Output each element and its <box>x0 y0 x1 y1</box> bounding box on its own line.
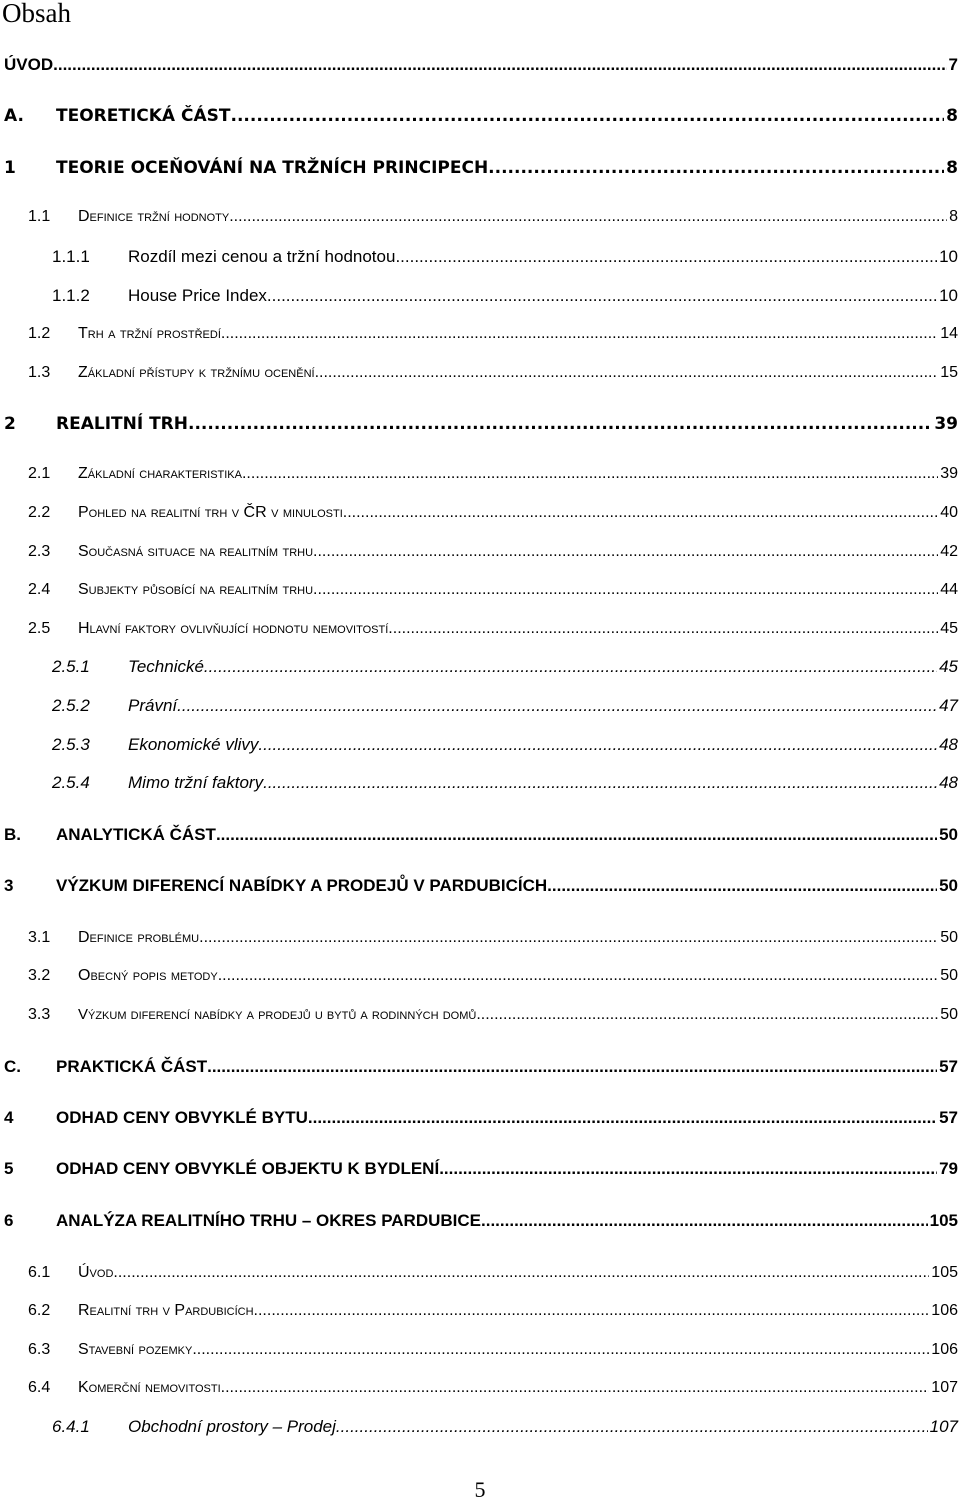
toc-entry-1-1-2[interactable] <box>0 284 958 308</box>
toc-leader-dots <box>204 655 937 679</box>
toc-entry-title: ANALYTICKÁ ČÁST <box>56 825 216 844</box>
toc-entry-2-1[interactable] <box>0 462 958 486</box>
toc-entry-page: 8 <box>946 106 958 126</box>
toc-entry-page: 50 <box>940 1006 958 1023</box>
toc-entry-2-5-2[interactable] <box>0 694 958 718</box>
toc-entry-title: Současná situace na realitním trhu <box>78 543 314 560</box>
footer-page-number: 5 <box>474 1477 486 1502</box>
toc-entry-2-2[interactable] <box>0 501 958 525</box>
toc-entry-6-4[interactable] <box>0 1376 958 1400</box>
toc-entry-title: Základní přístupy k tržnímu ocenění <box>78 364 315 381</box>
toc-entry-page: 50 <box>940 967 958 984</box>
toc-entry-1-2[interactable] <box>0 322 958 346</box>
toc-entry-3-1[interactable] <box>0 926 958 950</box>
toc-entry-page: 50 <box>939 876 958 895</box>
toc-entry-1-1-1[interactable] <box>0 245 958 269</box>
toc-entry-chapter-4[interactable] <box>0 1106 958 1130</box>
toc-entry-page: 15 <box>940 364 958 381</box>
toc-entry-title: Obecný popis metody <box>78 967 218 984</box>
toc-entry-title: Pohled na realitní trh v ČR v minulosti <box>78 504 343 521</box>
toc-entry-number: 6.2 <box>28 1302 51 1319</box>
toc-entry-chapter-6[interactable] <box>0 1209 958 1233</box>
toc-leader-dots <box>254 1299 930 1323</box>
toc-entry-title: Definice problému <box>78 929 200 946</box>
toc-entry-number: 1.1 <box>28 208 51 225</box>
toc-leader-dots <box>343 501 938 525</box>
toc-entry-page: 105 <box>931 1264 958 1281</box>
toc-leader-dots <box>263 771 937 795</box>
toc-entry-2-5-1[interactable] <box>0 655 958 679</box>
toc-entry-2-3[interactable] <box>0 540 958 564</box>
toc-entry-title: TEORETICKÁ ČÁST <box>56 106 231 126</box>
toc-leader-dots <box>192 1338 929 1362</box>
toc-entry-page: 7 <box>948 55 958 74</box>
toc-leader-dots <box>221 1376 930 1400</box>
toc-entry-number: A. <box>4 106 24 126</box>
toc-leader-dots <box>188 412 932 436</box>
toc-leader-dots <box>481 1209 928 1233</box>
toc-entry-2-5[interactable] <box>0 617 958 641</box>
toc-entry-number: 2.4 <box>28 581 51 598</box>
toc-entry-2-5-4[interactable] <box>0 771 958 795</box>
toc-leader-dots <box>315 361 939 385</box>
toc-entry-title: Výzkum diferencí nabídky a prodejů u bytů a rodinných domů <box>78 1006 477 1023</box>
toc-entry-number: 1.1.1 <box>52 247 90 266</box>
toc-entry-page: 42 <box>940 543 958 560</box>
toc-entry-title: Subjekty působící na realitním trhu <box>78 581 314 598</box>
toc-entry-6-1[interactable] <box>0 1261 958 1285</box>
toc-entry-number: 3 <box>4 876 14 895</box>
toc-leader-dots <box>177 694 937 718</box>
toc-leader-dots <box>207 1055 937 1079</box>
toc-entry-page: 48 <box>939 735 958 754</box>
toc-leader-dots <box>53 53 946 77</box>
toc-entry-part-b[interactable] <box>0 823 958 847</box>
toc-entry-2-5-3[interactable] <box>0 733 958 757</box>
toc-entry-title: Trh a tržní prostředí <box>78 325 221 342</box>
toc-leader-dots <box>216 823 937 847</box>
toc-entry-page: 106 <box>931 1341 958 1358</box>
toc-entry-2-4[interactable] <box>0 578 958 602</box>
toc-entry-title: ANALÝZA REALITNÍHO TRHU – OKRES PARDUBICE <box>56 1211 482 1230</box>
toc-entry-page: 50 <box>940 929 958 946</box>
toc-entry-page: 107 <box>929 1417 958 1436</box>
toc-entry-number: B. <box>4 825 21 844</box>
toc-entry-chapter-5[interactable] <box>0 1157 958 1181</box>
toc-leader-dots <box>230 104 944 128</box>
toc-entry-title: Hlavní faktory ovlivňující hodnotu nemovitostí <box>78 620 389 637</box>
toc-entry-3-3[interactable] <box>0 1003 958 1027</box>
toc-entry-page: 57 <box>939 1108 958 1127</box>
toc-entry-number: 3.2 <box>28 967 51 984</box>
toc-entry-title: Mimo tržní faktory <box>128 773 264 792</box>
toc-entry-number: 1 <box>4 158 16 178</box>
toc-leader-dots <box>313 540 938 564</box>
toc-entry-number: C. <box>4 1057 21 1076</box>
toc-entry-page: 8 <box>949 208 958 225</box>
toc-entry-number: 3.3 <box>28 1006 51 1023</box>
toc-entry-title: Ekonomické vlivy <box>128 735 259 754</box>
toc-entry-6-3[interactable] <box>0 1338 958 1362</box>
toc-entry-title: Realitní trh v Pardubicích <box>78 1302 254 1319</box>
toc-entry-chapter-2[interactable] <box>0 412 958 436</box>
toc-entry-number: 2.1 <box>28 465 51 482</box>
toc-entry-title: VÝZKUM DIFERENCÍ NABÍDKY A PRODEJŮ V PARDUBICÍCH <box>56 876 548 895</box>
toc-entry-number: 6.4 <box>28 1379 51 1396</box>
toc-leader-dots <box>113 1261 929 1285</box>
toc-entry-1-3[interactable] <box>0 361 958 385</box>
toc-entry-page: 48 <box>939 773 958 792</box>
toc-entry-title: ODHAD CENY OBVYKLÉ OBJEKTU K BYDLENÍ <box>56 1159 440 1178</box>
toc-entry-number: 6.4.1 <box>52 1417 90 1436</box>
toc-entry-page: 39 <box>934 414 958 434</box>
toc-entry-number: 2.2 <box>28 504 51 521</box>
toc-leader-dots <box>267 284 937 308</box>
toc-entry-page: 44 <box>940 581 958 598</box>
toc-entry-page: 45 <box>939 657 958 676</box>
toc-entry-number: 5 <box>4 1159 14 1178</box>
toc-entry-number: 2.5 <box>28 620 51 637</box>
toc-entry-title: ODHAD CENY OBVYKLÉ BYTU <box>56 1108 308 1127</box>
toc-entry-3-2[interactable] <box>0 964 958 988</box>
toc-entry-page: 39 <box>940 465 958 482</box>
toc-entry-title: Komerční nemovitosti <box>78 1379 221 1396</box>
toc-entry-title: Stavební pozemky <box>78 1341 193 1358</box>
toc-leader-dots <box>547 874 937 898</box>
toc-entry-page: 79 <box>939 1159 958 1178</box>
toc-entry-part-a[interactable] <box>0 104 958 128</box>
toc-leader-dots <box>242 462 938 486</box>
toc-entry-page: 10 <box>939 286 958 305</box>
toc-entry-title: Právní <box>128 696 178 715</box>
toc-leader-dots <box>229 205 947 229</box>
toc-entry-number: 2.5.1 <box>52 657 90 676</box>
toc-entry-6-4-1[interactable] <box>0 1415 958 1439</box>
toc-entry-6-2[interactable] <box>0 1299 958 1323</box>
toc-entry-part-c[interactable] <box>0 1055 958 1079</box>
toc-entry-number: 2.5.4 <box>52 773 90 792</box>
toc-leader-dots <box>218 964 938 988</box>
toc-entry-chapter-1[interactable] <box>0 156 958 180</box>
toc-leader-dots <box>308 1106 937 1130</box>
toc-leader-dots <box>439 1157 937 1181</box>
toc-leader-dots <box>199 926 938 950</box>
toc-entry-title: House Price Index <box>128 286 267 305</box>
toc-entry-number: 3.1 <box>28 929 51 946</box>
toc-entry-number: 4 <box>4 1108 14 1127</box>
toc-entry-1-1[interactable] <box>0 205 958 229</box>
toc-entry-page: 45 <box>940 620 958 637</box>
toc-entry-number: 6 <box>4 1211 14 1230</box>
toc-entry-page: 14 <box>940 325 958 342</box>
toc-entry-number: 6.1 <box>28 1264 51 1281</box>
toc-entry-page: 47 <box>939 696 958 715</box>
toc-entry-title: Obchodní prostory – Prodej <box>128 1417 336 1436</box>
toc-entry-chapter-3[interactable] <box>0 874 958 898</box>
toc-entry-title: Technické <box>128 657 204 676</box>
toc-entry-page: 106 <box>931 1302 958 1319</box>
toc-entry-title: Úvod <box>78 1264 114 1281</box>
toc-entry-title: Definice tržní hodnoty <box>78 208 230 225</box>
toc-entry-title: PRAKTICKÁ ČÁST <box>56 1057 208 1076</box>
toc-leader-dots <box>258 733 937 757</box>
toc-entry-title: REALITNÍ TRH <box>56 414 188 434</box>
toc-leader-dots <box>313 578 938 602</box>
toc-entry-page: 50 <box>939 825 958 844</box>
toc-entry-page: 105 <box>929 1211 958 1230</box>
toc-entry-number: 1.3 <box>28 364 51 381</box>
page-title: Obsah <box>2 0 71 28</box>
toc-entry-page: 107 <box>931 1379 958 1396</box>
toc-leader-dots <box>476 1003 938 1027</box>
toc-entry-page: 8 <box>946 158 958 178</box>
toc-leader-dots <box>395 245 937 269</box>
toc-entry-number: 1.1.2 <box>52 286 90 305</box>
toc-entry-number: 2.5.3 <box>52 735 90 754</box>
toc-entry-uvod[interactable] <box>0 53 958 77</box>
toc-entry-title: TEORIE OCEŇOVÁNÍ NA TRŽNÍCH PRINCIPECH <box>56 158 489 178</box>
toc-entry-number: 2 <box>4 414 16 434</box>
toc-leader-dots <box>488 156 944 180</box>
toc-entry-page: 40 <box>940 504 958 521</box>
toc-entry-number: 6.3 <box>28 1341 51 1358</box>
toc-entry-title: Rozdíl mezi cenou a tržní hodnotou <box>128 247 396 266</box>
toc-entry-number: 2.5.2 <box>52 696 90 715</box>
toc-entry-page: 10 <box>939 247 958 266</box>
toc-entry-page: 57 <box>939 1057 958 1076</box>
toc-entry-number: 2.3 <box>28 543 51 560</box>
toc-entry-title: Základní charakteristika <box>78 465 242 482</box>
toc-entry-number: 1.2 <box>28 325 51 342</box>
toc-entry-title: ÚVOD <box>4 55 54 74</box>
toc-leader-dots <box>221 322 938 346</box>
toc-leader-dots <box>336 1415 928 1439</box>
toc-leader-dots <box>388 617 938 641</box>
